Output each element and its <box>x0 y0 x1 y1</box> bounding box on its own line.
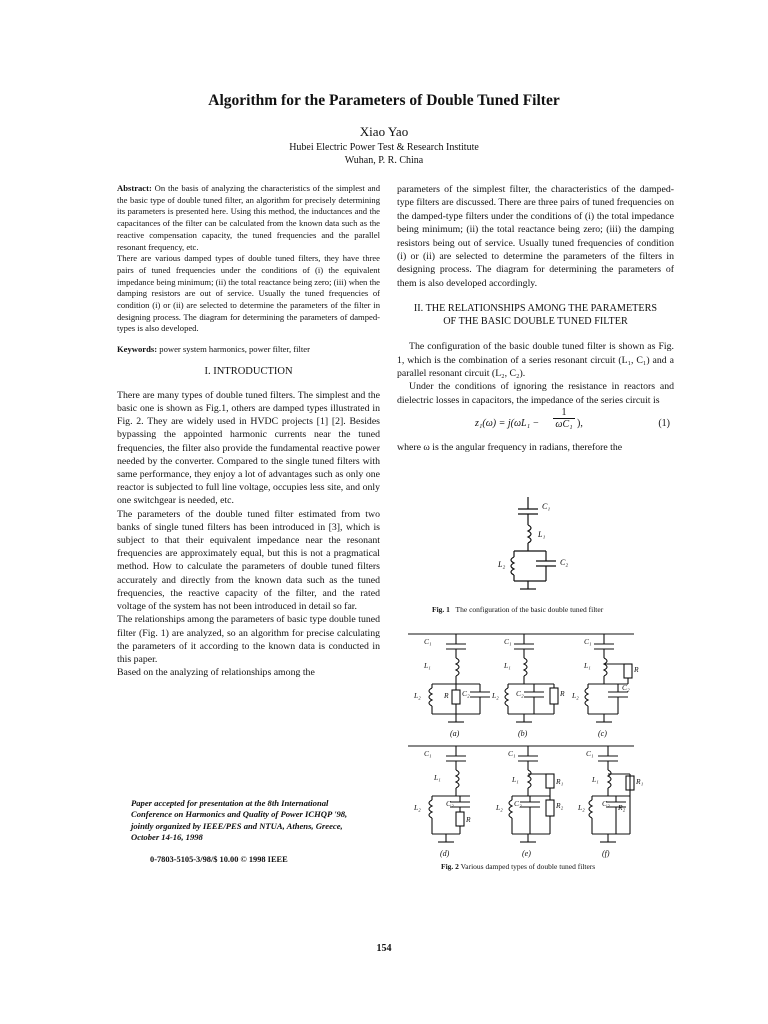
circuit-e <box>509 746 554 842</box>
equation-denominator: ωC₁ <box>555 419 573 431</box>
svg-text:R₂: R₂ <box>556 801 564 810</box>
body-paragraph: Under the conditions of ignoring the resistance in reactors and dielectric losses in capacitors, the impedance of the series circuit is <box>397 381 674 406</box>
svg-text:C₂: C₂ <box>622 683 630 692</box>
equation-1 <box>397 407 674 441</box>
fig2-part-label: (d) <box>440 849 450 858</box>
section-heading <box>397 302 674 328</box>
figure-1-circuit <box>490 497 610 597</box>
abstract-label: Abstract: <box>117 183 152 193</box>
svg-text:L₁: L₁ <box>504 661 511 670</box>
figure-2-caption <box>441 862 595 871</box>
body-paragraph: The configuration of the basic double tuned filter is shown as Fig. 1, which is the combination of a series resonant circuit (L₁, C₁) and a parallel resonant circuit (L₂, C₂). <box>397 341 674 380</box>
keywords-label: Keywords: <box>117 344 158 355</box>
copyright-line: 0-7803-5105-3/98/$ 10.00 © 1998 IEEE <box>150 855 288 864</box>
svg-text:L₂: L₂ <box>492 691 499 700</box>
label-c1: C₁ <box>542 502 551 511</box>
equation-number: (1) <box>658 418 670 430</box>
figure-1-label: Fig. 1 <box>432 605 450 614</box>
abstract-paragraph: There are various damped types of double tuned filters, they have three pairs of tuned frequencies under the conditions of (i) the equivalent impedance being minimum; (ii) the total reactance being zero; (iii) when the damping resistors are out of service. Usually the tuned frequencies of condition (i) or (ii) are selected to determine the parameters of the filter in designing process. The diagram for determining the parameters of damped-types is also developed. <box>117 253 380 334</box>
circuit-c <box>585 634 632 722</box>
section-heading-line: II. THE RELATIONSHIPS AMONG THE PARAMETERS <box>413 303 658 315</box>
author-name: Xiao Yao <box>359 124 409 139</box>
svg-text:L₁: L₁ <box>512 775 519 784</box>
figure-2-caption-text: Various damped types of double tuned filters <box>460 862 596 871</box>
svg-text:C₁: C₁ <box>424 637 432 646</box>
svg-text:L₁: L₁ <box>592 775 599 784</box>
circuit-d <box>429 746 470 842</box>
label-l2: L₂ <box>498 560 506 569</box>
circuit-f <box>589 746 634 842</box>
svg-text:L₁: L₁ <box>584 661 591 670</box>
equation-tail: ), <box>577 418 583 430</box>
figure-2-circuits <box>404 626 644 861</box>
svg-text:R: R <box>466 815 471 824</box>
body-paragraph: The parameters of the double tuned filter estimated from two banks of single tuned filters has been introduced in [3], which is subject to that their equivalent impedance near the resonant frequencies are approximately equal, but this is not a pragmatical method. How to calculate the parameters of double tuned filters accurately and directly from the known data such as the tuned frequencies, the reactive capacity of the filter, and the rated voltage of the system has not been introduced in detail so far. <box>117 508 380 613</box>
fig2-part-label: (c) <box>598 729 607 738</box>
figure-1-caption <box>432 605 603 614</box>
svg-text:C₁: C₁ <box>424 749 432 758</box>
affiliation-line: Hubei Electric Power Test & Research Institute <box>289 142 479 153</box>
section-heading: I. INTRODUCTION <box>204 365 293 377</box>
body-paragraph: Based on the analyzing of relationships among the <box>117 667 315 679</box>
figure-2-label: Fig. 2 <box>441 862 459 871</box>
svg-text:R₁: R₁ <box>556 777 564 786</box>
circuit-a <box>429 634 490 722</box>
equation-lhs: z₁(ω) = j(ωL₁ − <box>475 418 540 430</box>
svg-text:L₂: L₂ <box>578 803 585 812</box>
keywords-text: power system harmonics, power filter, filter <box>159 344 310 355</box>
svg-text:C₂: C₂ <box>446 799 454 808</box>
svg-text:C₁: C₁ <box>586 749 594 758</box>
fig2-part-label: (e) <box>522 849 531 858</box>
svg-text:R: R <box>634 665 639 674</box>
affiliation-line: Wuhan, P. R. China <box>344 155 424 166</box>
label-c2: C₂ <box>560 558 569 567</box>
section-heading-line: OF THE BASIC DOUBLE TUNED FILTER <box>443 316 628 328</box>
body-paragraph: There are many types of double tuned filters. The simplest and the basic one is shown as Fig.1, others are damped types illustrated in Fig. 2. They are widely used in HVDC projects [1] [2]. Besides bypassing the appointed harmonic currents near the tuned frequencies, the filter also provide the fundamental reactive power needed by the converter. Compared to the single tuned filters with same performance, they enjoy a lot of advantages such as only one reactor is subjected to full line voltage, occupies less site, and only one switchgear is needed, etc. <box>117 389 380 507</box>
circuit-b <box>505 634 558 722</box>
body-paragraph: parameters of the simplest filter, the characteristics of the damped-type filters are discussed. There are three pairs of tuned frequencies on the damped-type filters under the conditions of (i) the total impedance being minimum; (ii) the total reactance being zero; (iii) the damping resistors being out of service. Usually tuned frequencies of condition (i) or (ii) are selected to determine the parameters of the filters in designing process. The diagram for determining the parameters of them is also developed accordingly. <box>397 184 674 289</box>
svg-text:C₂: C₂ <box>516 689 524 698</box>
conference-footnote: Paper accepted for presentation at the 8th International Conference on Harmonics and Quality of Power ICHQP '98, jointly organized by IEEE/PES and NTUA, Athens, Greece, October 14-16, 1998 <box>131 798 348 843</box>
svg-text:R: R <box>444 691 449 700</box>
right-column <box>397 183 674 455</box>
fig2-part-label: (a) <box>450 729 460 738</box>
svg-text:C₁: C₁ <box>504 637 512 646</box>
svg-text:R₁: R₁ <box>636 777 644 786</box>
body-paragraph: where ω is the angular frequency in radians, therefore the <box>397 442 623 454</box>
affiliation <box>0 141 768 167</box>
svg-text:C₁: C₁ <box>508 749 516 758</box>
svg-text:L₂: L₂ <box>496 803 503 812</box>
svg-text:R: R <box>560 689 565 698</box>
equation-numerator: 1 <box>553 407 575 419</box>
svg-text:L₂: L₂ <box>414 691 421 700</box>
fig2-part-label: (f) <box>602 849 610 858</box>
svg-text:C₂: C₂ <box>462 689 470 698</box>
svg-text:L₂: L₂ <box>572 691 579 700</box>
equation-fraction <box>553 407 575 430</box>
figure-1-caption-text: The configuration of the basic double tuned filter <box>455 605 604 614</box>
fig2-part-label: (b) <box>518 729 528 738</box>
svg-text:R₂: R₂ <box>618 803 626 812</box>
svg-text:L₁: L₁ <box>434 773 441 782</box>
left-column <box>117 183 380 679</box>
svg-text:L₁: L₁ <box>424 661 431 670</box>
svg-text:L₂: L₂ <box>414 803 421 812</box>
svg-text:C₂: C₂ <box>602 799 610 808</box>
abstract <box>117 183 380 253</box>
paper-title: Algorithm for the Parameters of Double Tuned Filter <box>208 92 560 109</box>
keywords <box>117 344 380 356</box>
abstract-text: On the basis of analyzing the characteristics of the simplest and the basic type of double tuned filter, an algorithm for precisely determining its parameters is presented here. Using this method, the inductances and the capacitances of the filter can be calculated from the known data such as the reactive compensation capacity, the tuned frequencies and the parallel resonant frequency, etc. <box>117 183 380 252</box>
svg-text:C₂: C₂ <box>514 799 522 808</box>
label-l1: L₁ <box>538 530 546 539</box>
page-number: 154 <box>376 943 392 954</box>
body-paragraph: The relationships among the parameters of basic type double tuned filter (Fig. 1) are analyzed, so an algorithm for precise calculating the parameters of it according to the known data is conducted in this paper. <box>117 614 380 665</box>
svg-text:C₁: C₁ <box>584 637 592 646</box>
